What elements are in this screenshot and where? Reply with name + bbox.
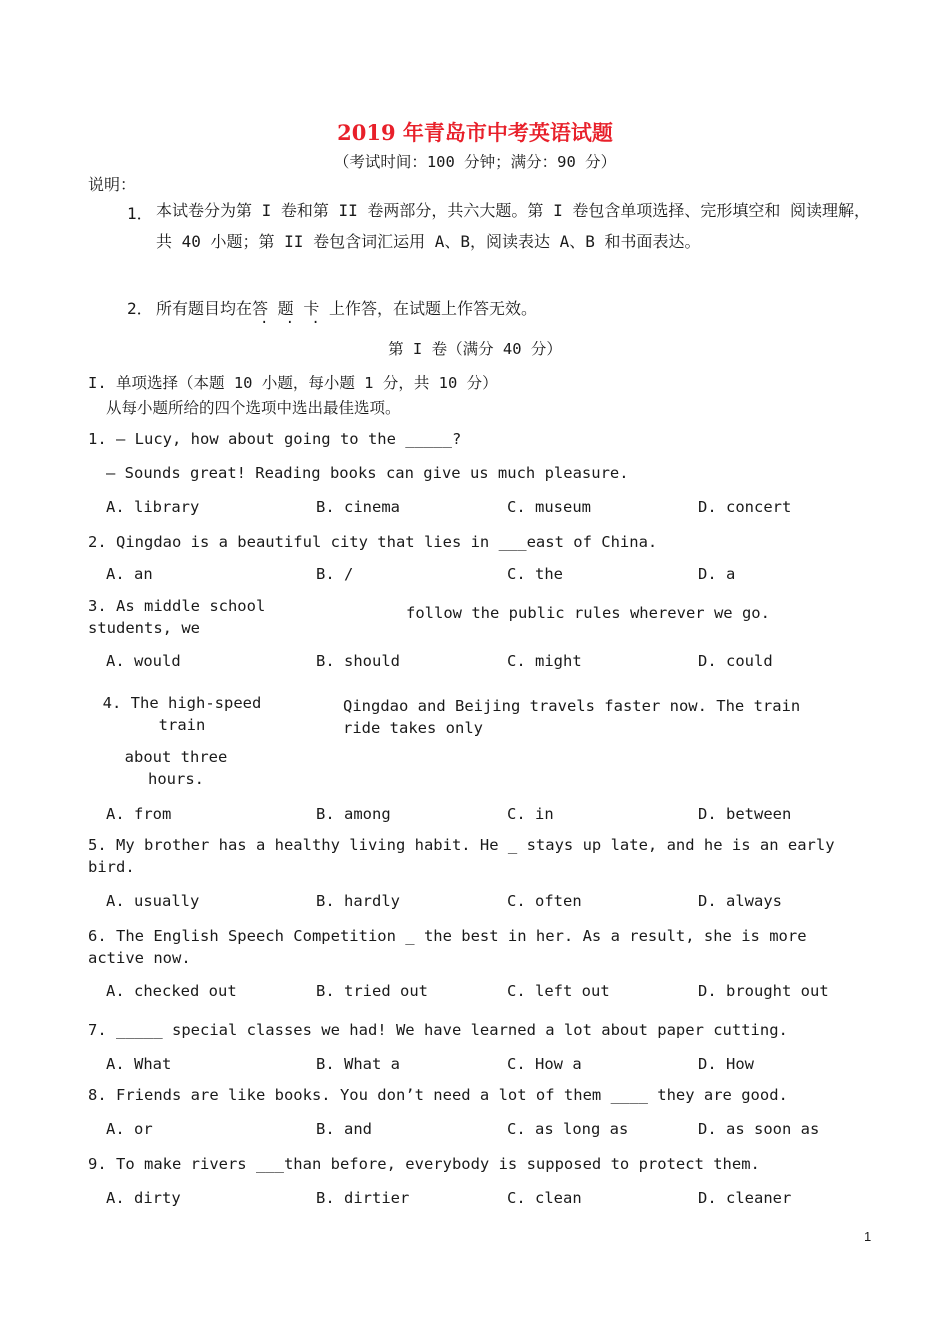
notes-label: 说明：: [88, 175, 137, 194]
question-stem: 3. As middle school students, we: [88, 597, 266, 637]
page-title: 2019 年青岛市中考英语试题: [337, 120, 613, 145]
note-text-before: 所有题目均在: [156, 299, 253, 318]
page-number: 1: [864, 1229, 872, 1244]
note-text: [156, 296, 537, 319]
option-c: C. in: [507, 805, 554, 823]
question-stem: 7. _____ special classes we had! We have learned a lot about paper cutting.: [88, 1021, 788, 1039]
option-b: B. dirtier: [316, 1189, 410, 1207]
question-stem: 4. The high-speed train: [102, 694, 262, 734]
option-a: A. library: [106, 498, 200, 516]
option-d: D. between: [698, 805, 792, 823]
note-number: 1．: [127, 204, 153, 223]
option-c: C. as long as: [507, 1120, 629, 1138]
question-stem-continued: follow the public rules wherever we go.: [406, 604, 770, 622]
question-stem: 6. The English Speech Competition _ the best in her. As a result, she is more active now.: [88, 927, 807, 967]
note-text: 本试卷分为第 I 卷和第 II 卷两部分，共六大题。第 I 卷包含单项选择、完形填空和 阅读理解，共 40 小题；第 II 卷包含词汇运用 A、B，阅读表达 A、B 和书面表达。: [156, 201, 870, 251]
part-instruction: 从每小题所给的四个选项中选出最佳选项。: [106, 399, 401, 417]
option-c: C. clean: [507, 1189, 582, 1207]
exam-info: （考试时间：100 分钟；满分：90 分）: [333, 153, 617, 171]
option-d: D. cleaner: [698, 1189, 792, 1207]
option-d: D. could: [698, 652, 773, 670]
question-stem-end: about three hours.: [124, 748, 228, 788]
option-b: B. What a: [316, 1055, 400, 1073]
emphasis-char: 卡: [303, 299, 320, 318]
option-a: A. What: [106, 1055, 172, 1073]
option-b: B. cinema: [316, 498, 400, 516]
part-heading: I. 单项选择（本题 10 小题，每小题 1 分，共 10 分）: [88, 374, 498, 392]
note-number: 2．: [127, 299, 153, 318]
section-title: 第 I 卷（满分 40 分）: [388, 340, 562, 358]
option-d: D. a: [698, 565, 736, 583]
option-b: B. among: [316, 805, 391, 823]
question-stem: 5. My brother has a healthy living habit. He _ stays up late, and he is an early bird.: [88, 836, 835, 876]
option-b: B. should: [316, 652, 400, 670]
option-d: D. as soon as: [698, 1120, 820, 1138]
option-d: D. concert: [698, 498, 792, 516]
question-stem-reply: — Sounds great! Reading books can give us much pleasure.: [106, 464, 629, 482]
option-c: C. How a: [507, 1055, 582, 1073]
option-a: A. dirty: [106, 1189, 181, 1207]
option-b: B. and: [316, 1120, 372, 1138]
option-a: A. would: [106, 652, 181, 670]
option-b: B. hardly: [316, 892, 400, 910]
option-d: D. brought out: [698, 982, 829, 1000]
question-stem: 2. Qingdao is a beautiful city that lies in ___east of China.: [88, 533, 658, 551]
option-c: C. left out: [507, 982, 610, 1000]
option-a: A. usually: [106, 892, 200, 910]
option-c: C. the: [507, 565, 563, 583]
option-b: B. /: [316, 565, 354, 583]
option-c: C. often: [507, 892, 582, 910]
option-a: A. or: [106, 1120, 153, 1138]
option-b: B. tried out: [316, 982, 428, 1000]
option-c: C. might: [507, 652, 582, 670]
question-stem: 1. — Lucy, how about going to the _____?: [88, 430, 462, 448]
note-text-after: 上作答，在试题上作答无效。: [328, 299, 537, 318]
option-c: C. museum: [507, 498, 591, 516]
option-a: A. checked out: [106, 982, 237, 1000]
emphasis-char: 题: [277, 299, 294, 318]
option-a: A. from: [106, 805, 172, 823]
option-a: A. an: [106, 565, 153, 583]
question-stem-continued: Qingdao and Beijing travels faster now. The train ride takes only: [343, 697, 801, 737]
emphasis-char: 答: [252, 299, 269, 318]
option-d: D. always: [698, 892, 782, 910]
option-d: D. How: [698, 1055, 754, 1073]
question-stem: 8. Friends are like books. You don’t need a lot of them ____ they are good.: [88, 1086, 788, 1104]
question-stem: 9. To make rivers ___than before, everybody is supposed to protect them.: [88, 1155, 760, 1173]
